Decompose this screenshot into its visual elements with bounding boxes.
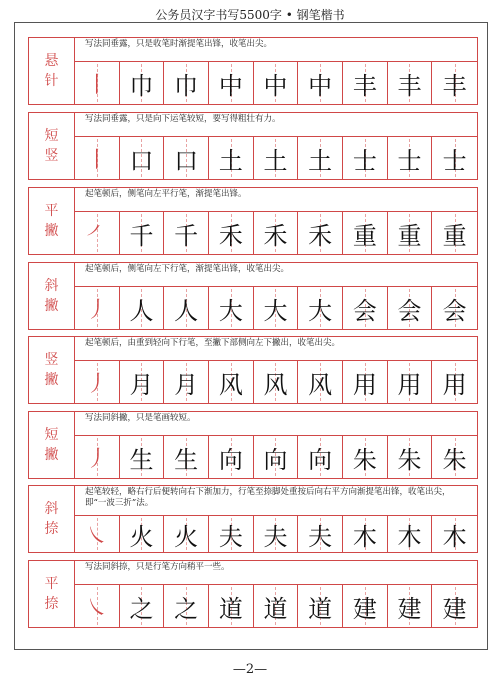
practice-character: 会 [397,296,422,325]
stroke-name-label [29,337,75,403]
practice-character: 夫 [308,522,333,551]
practice-character: 丰 [397,71,422,100]
practice-character: 风 [263,370,288,399]
stroke-sample-cell [75,137,120,179]
practice-character: 木 [352,522,377,551]
practice-character: 会 [442,296,467,325]
practice-character: 朱 [397,445,422,474]
practice-cell [298,287,343,329]
stroke-description: 写法同斜捺，只是行笔方向稍平一些。 [75,561,477,585]
stroke-sample-cell [75,287,120,329]
practice-character: 会 [352,296,377,325]
practice-cell [298,212,343,254]
stroke-name-label [29,263,75,329]
stroke-row [28,411,478,479]
practice-cells [75,62,477,104]
practice-character: 道 [308,594,333,623]
practice-cell [432,361,477,403]
practice-cell [432,137,477,179]
practice-cell [120,62,165,104]
stroke-name-label [29,188,75,254]
stroke-row [28,336,478,404]
practice-cell [343,287,388,329]
stroke-name-label [29,38,75,104]
stroke-name-char: 斜 [44,278,59,294]
stroke-row [28,485,478,553]
practice-character: 建 [397,594,422,623]
practice-cell [254,137,299,179]
practice-character: 大 [263,296,288,325]
practice-character: 夫 [218,522,243,551]
practice-cell [432,585,477,627]
stroke-name-char: 短 [44,427,59,443]
practice-cell [343,585,388,627]
practice-character: 生 [174,445,199,474]
practice-character: 巾 [174,71,199,100]
stroke-name-label [29,113,75,179]
stroke-row [28,37,478,105]
practice-character: 重 [352,221,377,250]
practice-cell [388,436,433,478]
stroke-name-char: 撇 [44,372,59,388]
stroke-description: 写法同垂露，只是向下运笔较短，要写得粗壮有力。 [75,113,477,137]
practice-cell [254,436,299,478]
stroke-sample-cell [75,62,120,104]
practice-character: 月 [129,370,154,399]
practice-character: 土 [308,146,333,175]
stroke-name-char: 平 [44,203,59,219]
stroke-description: 起笔顿后，由重到轻向下行笔，至撇下部侧向左下撇出，收笔出尖。 [75,337,477,361]
practice-character: 重 [442,221,467,250]
practice-character: 夫 [263,522,288,551]
practice-cell [209,137,254,179]
practice-cells [75,585,477,627]
practice-cell [254,516,299,552]
practice-character: 士 [352,146,377,175]
stroke-name-label [29,412,75,478]
practice-cell [164,436,209,478]
practice-cell [254,212,299,254]
practice-cell [209,361,254,403]
practice-cell [120,212,165,254]
stroke-row [28,112,478,180]
practice-cell [343,212,388,254]
practice-character: 中 [263,71,288,100]
practice-cell [209,287,254,329]
practice-cell [343,361,388,403]
practice-cell [432,287,477,329]
stroke-sample-cell [75,212,120,254]
practice-character: 建 [442,594,467,623]
practice-character: 大 [218,296,243,325]
practice-character: 之 [129,594,154,623]
stroke-row [28,560,478,628]
practice-cell [343,137,388,179]
stroke-name-char: 捺 [44,596,59,612]
practice-cell [209,516,254,552]
practice-cell [120,516,165,552]
practice-cell [120,137,165,179]
practice-cells [75,516,477,552]
practice-character: 土 [218,146,243,175]
practice-cell [298,62,343,104]
practice-cell [164,62,209,104]
practice-cell [343,436,388,478]
practice-character: 向 [308,445,333,474]
practice-character: 千 [174,221,199,250]
practice-character: 木 [442,522,467,551]
stroke-sample: ㇒ [85,222,108,248]
practice-character: 口 [129,146,154,175]
practice-cell [254,585,299,627]
stroke-description: 写法同斜撇，只是笔画较短。 [75,412,477,436]
practice-character: 丰 [442,71,467,100]
page-header: 公务员汉字书写5500字 • 钢笔楷书 [155,8,345,22]
practice-character: 道 [263,594,288,623]
practice-character: 中 [308,71,333,100]
practice-cell [120,585,165,627]
practice-cell [120,436,165,478]
practice-character: 向 [218,445,243,474]
practice-cell [164,137,209,179]
practice-cell [343,62,388,104]
practice-cell [164,516,209,552]
practice-character: 士 [397,146,422,175]
stroke-name-char: 竖 [44,352,59,368]
stroke-name-char: 撇 [44,447,59,463]
practice-character: 重 [397,221,422,250]
practice-character: 木 [397,522,422,551]
practice-cell [388,287,433,329]
stroke-name-char: 短 [44,128,59,144]
stroke-name-char: 针 [44,73,59,89]
practice-character: 用 [352,370,377,399]
practice-cell [254,287,299,329]
practice-cell [254,62,299,104]
practice-cell [388,137,433,179]
practice-character: 丰 [352,71,377,100]
practice-cell [209,436,254,478]
practice-cell [298,436,343,478]
stroke-sample-cell [75,436,120,478]
stroke-sample: 丨 [85,72,108,98]
stroke-name-label [29,561,75,627]
stroke-description: 写法同垂露，只是收笔时渐提笔出锋，收笔出尖。 [75,38,477,62]
practice-cell [254,361,299,403]
stroke-sample: 丿 [85,371,108,397]
page-number: —2— [232,662,268,677]
practice-cell [120,287,165,329]
practice-character: 千 [129,221,154,250]
practice-character: 建 [352,594,377,623]
practice-character: 月 [174,370,199,399]
practice-character: 士 [442,146,467,175]
stroke-row [28,187,478,255]
practice-character: 生 [129,445,154,474]
practice-cell [164,361,209,403]
stroke-name-char: 撇 [44,298,59,314]
stroke-name-char: 斜 [44,501,59,517]
practice-character: 土 [263,146,288,175]
practice-character: 朱 [442,445,467,474]
practice-cells [75,361,477,403]
practice-character: 之 [174,594,199,623]
practice-cell [388,361,433,403]
practice-character: 禾 [308,221,333,250]
practice-character: 向 [263,445,288,474]
stroke-sample: ㇏ [85,595,108,621]
practice-character: 朱 [352,445,377,474]
practice-cell [298,137,343,179]
stroke-sample: ㇏ [85,523,108,549]
practice-cells [75,137,477,179]
practice-cell [432,212,477,254]
practice-cell [343,516,388,552]
practice-cell [432,516,477,552]
practice-cell [388,516,433,552]
practice-cell [209,212,254,254]
practice-character: 大 [308,296,333,325]
stroke-name-char: 平 [44,576,59,592]
practice-character: 人 [129,296,154,325]
practice-character: 中 [218,71,243,100]
stroke-name-char: 撇 [44,223,59,239]
practice-cell [298,361,343,403]
stroke-description: 起笔顿后，侧笔向左平行笔，渐提笔出锋。 [75,188,477,212]
practice-cell [209,62,254,104]
practice-cell [164,585,209,627]
stroke-name-char: 竖 [44,148,59,164]
stroke-sample-cell [75,361,120,403]
practice-character: 风 [308,370,333,399]
practice-character: 口 [174,146,199,175]
practice-cell [209,585,254,627]
practice-character: 火 [174,522,199,551]
practice-cell [388,62,433,104]
practice-character: 风 [218,370,243,399]
practice-cell [388,585,433,627]
practice-character: 用 [442,370,467,399]
practice-cell [164,287,209,329]
practice-cell [432,62,477,104]
stroke-row [28,262,478,330]
stroke-sample: 丨 [85,147,108,173]
practice-cell [432,436,477,478]
practice-cells [75,287,477,329]
stroke-sample-cell [75,585,120,627]
stroke-sample: 丿 [85,446,108,472]
stroke-description: 起笔顿后，侧笔向左下行笔，渐提笔出锋，收笔出尖。 [75,263,477,287]
practice-cells [75,212,477,254]
practice-cell [388,212,433,254]
practice-character: 火 [129,522,154,551]
practice-character: 用 [397,370,422,399]
stroke-description: 起笔较轻，略右行后便转向右下渐加力，行笔至捺脚处重按后向右平方向渐提笔出锋，收笔出尖，即“一波三折”法。 [75,486,477,516]
practice-cell [120,361,165,403]
practice-cell [298,516,343,552]
stroke-name-char: 悬 [44,53,59,69]
stroke-sample-cell [75,516,120,552]
stroke-name-label [29,486,75,552]
stroke-name-char: 捺 [44,521,59,537]
practice-character: 禾 [263,221,288,250]
practice-cell [298,585,343,627]
practice-character: 道 [218,594,243,623]
practice-cell [164,212,209,254]
stroke-sample: 丿 [85,297,108,323]
practice-character: 巾 [129,71,154,100]
practice-cells [75,436,477,478]
practice-character: 人 [174,296,199,325]
practice-character: 禾 [218,221,243,250]
